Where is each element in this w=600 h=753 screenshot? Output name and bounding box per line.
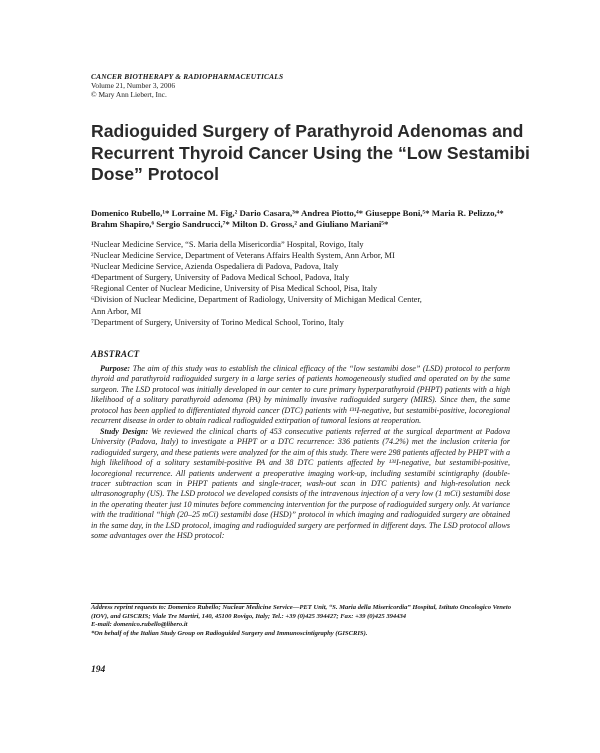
affiliation: Ann Arbor, MI bbox=[91, 306, 142, 316]
affiliation: ⁴Department of Surgery, University of Padova Medical School, Padova, Italy bbox=[91, 273, 350, 283]
article-title: Radioguided Surgery of Parathyroid Adenomas and Recurrent Thyroid Cancer Using the “Low Sestamibi Dose” Protocol bbox=[91, 121, 530, 184]
abstract-purpose bbox=[91, 364, 510, 427]
group-note: *On behalf of the Italian Study Group on Radioguided Surgery and Immunoscintigraphy (GISCRIS). bbox=[91, 630, 368, 638]
affiliation-list bbox=[91, 239, 511, 328]
purpose-label: Purpose: bbox=[100, 364, 131, 373]
purpose-text: The aim of this study was to establish the clinical efficacy of the “low sestamibi dose” (LSD) protocol to perform thyroid and parathyroid radioguided surgery in a large series of patients homogeneously studied and operated on by the same surgeon. The LSD protocol was initially developed in our center to cure primary hyperparathyroid (PHPT) patients with a high likelihood of a solitary parathyroid adenoma (PA) by minimally invasive radioguided surgery (MIRS). Since then, the same protocol has been applied to differentiated thyroid cancer (DTC) patients with ¹³¹I-negative, but sestamibi-positive, locoregional recurrent disease in order to obtain radical radioguided extirpation of tumoral lesions at reoperation. bbox=[91, 364, 511, 426]
footnotes bbox=[91, 604, 511, 639]
affiliation: ²Nuclear Medicine Service, Department of Veterans Affairs Health System, Ann Arbor, MI bbox=[91, 251, 395, 261]
design-text: We reviewed the clinical charts of 453 consecutive patients referred at the surgical department at Padova University (Padova, Italy) to investigate a PHPT or a DTC recurrence: 336 patients (74.2%) met the inclusion criteria for radioguided surgery, and these patients were analyzed for the aim of this study. There were 298 patients affected by PHPT with a high likelihood of a solitary sestamibi-positive PA and 38 DTC patients affected by ¹³¹I-negative, but sestamibi-positive, locoregional recurrence. All patients underwent a preoperative imaging work-up, including sestamibi scintigraphy (double-tracer subtraction scan in PHPT patients and single-tracer, wash-out scan in DTC patients) and high-resolution neck ultrasonography (US). The LSD protocol we developed consists of the intravenous injection of a very low (1 mCi) sestamibi dose in the operating theater just 10 minutes before commencing intervention for the purpose of radioguided surgery only. At variance with the traditional “high (20–25 mCi) sestamibi dose (HSD)” protocol in which imaging and radioguided surgery are obtained in the same day, in the LSD protocol, imaging and radioguided surgery are performed in different days. The LSD protocol allows some advantages over the HSD protocol: bbox=[91, 426, 510, 541]
page-number: 194 bbox=[91, 665, 106, 675]
author-list: Domenico Rubello,¹* Lorraine M. Fig,² Dario Casara,³* Andrea Piotto,⁴* Giuseppe Boni,⁵* Maria R. Pelizzo,⁴* Brahm Shapiro,⁶ Sergio Sandrucci,⁷* Milton D. Gross,² and Giuliano Mariani⁵* bbox=[91, 208, 504, 229]
journal-copyright: © Mary Ann Liebert, Inc. bbox=[91, 90, 167, 100]
journal-header bbox=[91, 72, 283, 100]
abstract-design bbox=[91, 427, 510, 542]
design-label: Study Design: bbox=[100, 426, 149, 436]
affiliation: ¹Nuclear Medicine Service, “S. Maria della Misericordia” Hospital, Rovigo, Italy bbox=[91, 240, 364, 249]
affiliation: ⁷Department of Surgery, University of Torino Medical School, Torino, Italy bbox=[91, 317, 344, 327]
affiliation: ⁶Division of Nuclear Medicine, Department of Radiology, University of Michigan Medical Center, bbox=[91, 295, 422, 305]
journal-volume: Volume 21, Number 3, 2006 bbox=[91, 81, 176, 91]
abstract-body bbox=[91, 364, 510, 542]
abstract-heading: ABSTRACT bbox=[91, 349, 140, 359]
reprint-address: Address reprint requests to: Domenico Rubello; Nuclear Medicine Service—PET Unit, “S. Maria della Misericordia” Hospital, Istituto Oncologico Veneto (IOV), and GISCRIS; Viale Tre Martiri, 140, 45100 Rovigo, Italy; Tel.: +39 (0)425 394427; Fax: +39 (0)425 394434 bbox=[91, 604, 511, 620]
affiliation: ³Nuclear Medicine Service, Azienda Ospedaliera di Padova, Padova, Italy bbox=[91, 262, 339, 272]
journal-name: CANCER BIOTHERAPY & RADIOPHARMACEUTICALS bbox=[91, 72, 284, 81]
contact-email[interactable]: E-mail: domenico.rubello@libero.it bbox=[91, 621, 188, 629]
affiliation: ⁵Regional Center of Nuclear Medicine, University of Pisa Medical School, Pisa, Italy bbox=[91, 284, 378, 294]
